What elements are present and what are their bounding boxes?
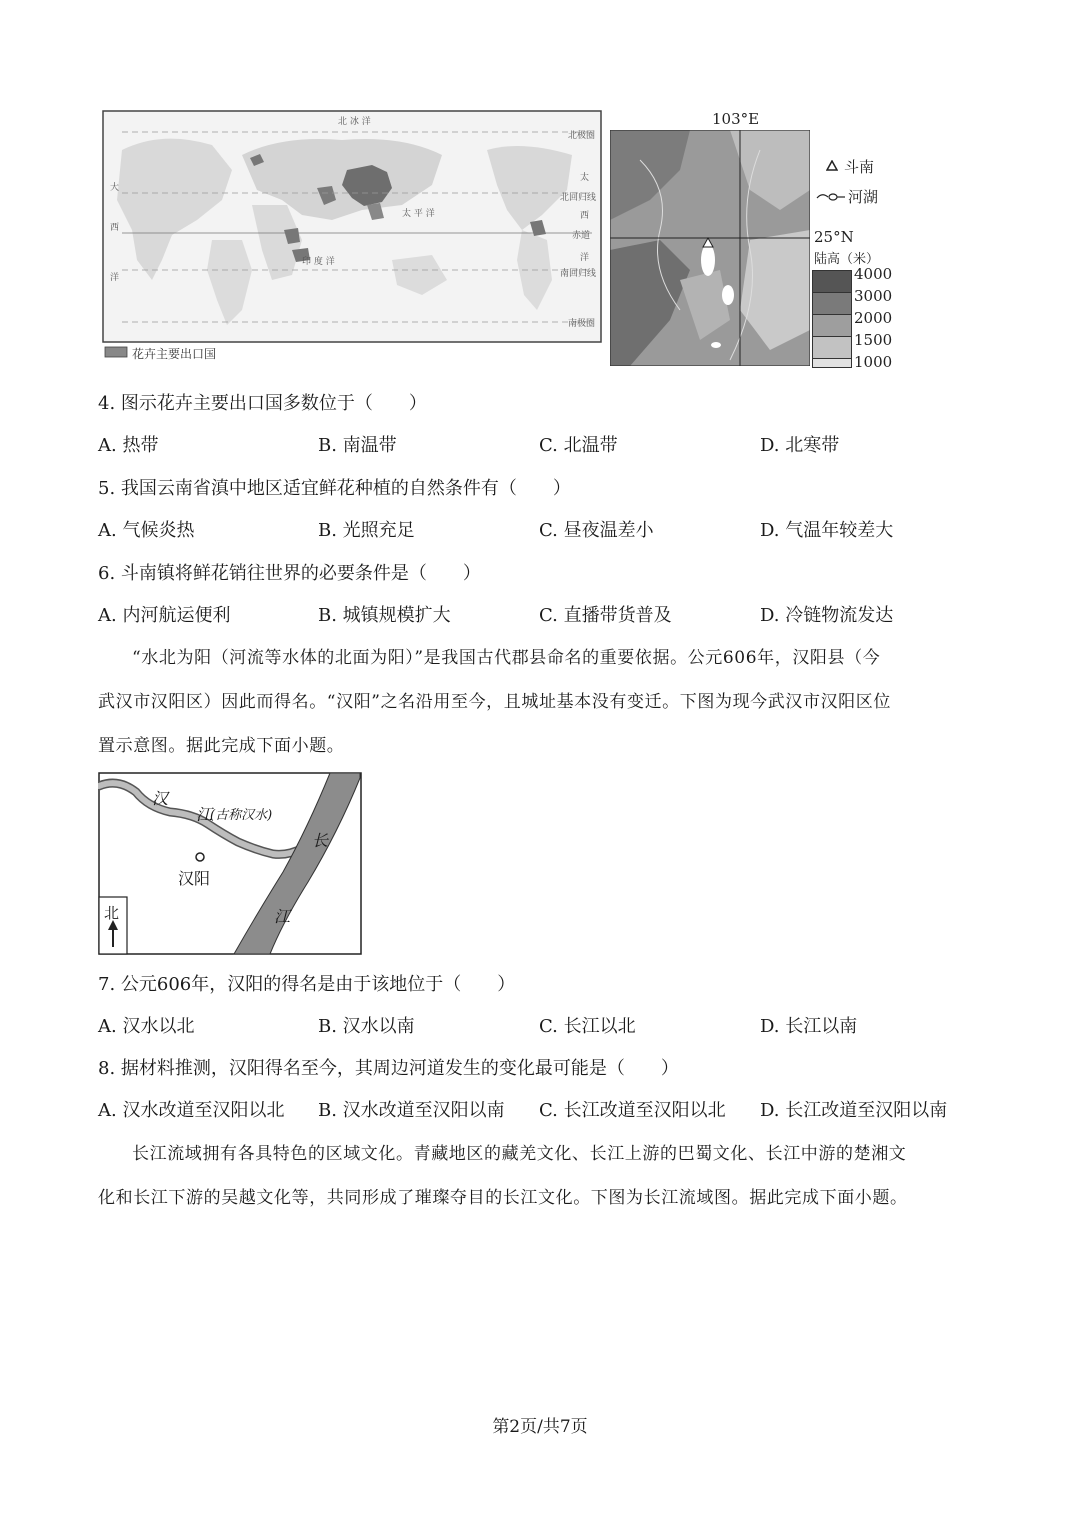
map-label-atlantic-east-2: 西 bbox=[580, 211, 590, 221]
passage-line: 武汉市汉阳区）因此而得名。“汉阳”之名沿用至今，且城址基本没有变迁。下图为现今武汉市汉阳区位 bbox=[98, 692, 891, 712]
longitude-label: 103°E bbox=[712, 110, 760, 128]
elevation-swatch bbox=[812, 270, 852, 294]
elevation-level: 2000 bbox=[854, 309, 893, 327]
question-5-option-c[interactable]: C. 昼夜温差小 bbox=[539, 520, 654, 541]
question-7-option-d[interactable]: D. 长江以南 bbox=[760, 1016, 858, 1037]
map-label-atlantic-east-1: 太 bbox=[580, 173, 590, 183]
map-label-tropic-cancer: 北回归线 bbox=[560, 193, 597, 203]
map-label-equator: 赤道 bbox=[572, 231, 591, 241]
elevation-level: 3000 bbox=[854, 287, 893, 305]
question-5-option-d[interactable]: D. 气温年较差大 bbox=[760, 520, 894, 541]
map-label-atlantic-2: 西 bbox=[110, 223, 120, 233]
relief-map-figure bbox=[608, 108, 900, 372]
question-7-stem: 7. 公元606年，汉阳的得名是由于该地位于（ ） bbox=[98, 974, 516, 995]
question-6-stem: 6. 斗南镇将鲜花销往世界的必要条件是（ ） bbox=[98, 563, 481, 584]
hanyang-location-map bbox=[98, 772, 362, 955]
world-map bbox=[102, 110, 602, 366]
elevation-level: 4000 bbox=[854, 265, 893, 283]
question-8-stem: 8. 据材料推测，汉阳得名至今，其周边河道发生的变化最可能是（ ） bbox=[98, 1058, 679, 1079]
map-label-indian-ocean: 印 度 洋 bbox=[302, 257, 335, 267]
passage-line: 长江流域拥有各具特色的区域文化。青藏地区的藏羌文化、长江上游的巴蜀文化、长江中游的楚湘文 bbox=[132, 1144, 907, 1164]
question-7-option-b[interactable]: B. 汉水以南 bbox=[318, 1016, 415, 1037]
passage-yangtze-culture bbox=[98, 1132, 984, 1220]
map-label-atlantic-east-3: 洋 bbox=[580, 253, 590, 263]
legend-site-label: 斗南 bbox=[844, 158, 875, 176]
question-8-option-c[interactable]: C. 长江改道至汉阳以北 bbox=[539, 1100, 726, 1121]
question-6-option-d[interactable]: D. 冷链物流发达 bbox=[760, 605, 894, 626]
elevation-level: 1500 bbox=[854, 331, 893, 349]
passage-line: 置示意图。据此完成下面小题。 bbox=[98, 736, 345, 756]
question-8-option-d[interactable]: D. 长江改道至汉阳以南 bbox=[760, 1100, 948, 1121]
question-4-option-a[interactable]: A. 热带 bbox=[98, 435, 159, 456]
passage-hanyang bbox=[98, 636, 984, 768]
elevation-swatch bbox=[812, 358, 852, 368]
passage-line: 化和长江下游的吴越文化等，共同形成了璀璨夺目的长江文化。下图为长江流域图。据此完成下面小题。 bbox=[98, 1188, 908, 1208]
question-6-option-a[interactable]: A. 内河航运便利 bbox=[98, 605, 231, 626]
question-5-stem: 5. 我国云南省滇中地区适宜鲜花种植的自然条件有（ ） bbox=[98, 478, 571, 499]
world-map-figure bbox=[102, 110, 602, 366]
legend-river-lake-label: 河湖 bbox=[848, 188, 879, 206]
elevation-legend bbox=[812, 265, 898, 380]
map-label-arctic-ocean: 北 冰 洋 bbox=[338, 117, 371, 127]
question-6-option-c[interactable]: C. 直播带货普及 bbox=[539, 605, 672, 626]
page-number: 第2页/共7页 bbox=[492, 1417, 588, 1437]
yangtze-label-2: 江 bbox=[274, 907, 291, 926]
map-legend-text: 花卉主要出口国 bbox=[132, 347, 217, 361]
map-label-atlantic-3: 洋 bbox=[110, 273, 120, 283]
river-lake-icon bbox=[816, 190, 846, 202]
question-6-option-b[interactable]: B. 城镇规模扩大 bbox=[318, 605, 451, 626]
han-river-label-1: 汉 bbox=[152, 789, 169, 808]
question-4-option-c[interactable]: C. 北温带 bbox=[539, 435, 618, 456]
map-label-atlantic-1: 大 bbox=[110, 183, 120, 193]
map-label-pacific: 太 平 洋 bbox=[402, 209, 435, 219]
map-label-arctic-circle: 北极圈 bbox=[568, 131, 596, 141]
han-river-label-2: 江 bbox=[196, 805, 213, 824]
question-7-option-a[interactable]: A. 汉水以北 bbox=[98, 1016, 195, 1037]
yangtze-label-1: 长 bbox=[312, 831, 329, 850]
north-label: 北 bbox=[104, 904, 120, 922]
site-icon bbox=[826, 160, 838, 172]
question-4-stem: 4. 图示花卉主要出口国多数位于（ ） bbox=[98, 393, 427, 414]
map-label-tropic-capricorn: 南回归线 bbox=[560, 269, 597, 279]
han-river-note: (古称汉水) bbox=[210, 808, 273, 823]
elevation-swatch bbox=[812, 292, 852, 316]
elevation-legend-title: 陆高（米） bbox=[814, 252, 880, 267]
hanyang-map bbox=[98, 772, 362, 955]
latitude-label: 25°N bbox=[814, 228, 854, 246]
passage-line: “水北为阳（河流等水体的北面为阳）”是我国古代郡县命名的重要依据。公元606年，汉阳县（今 bbox=[132, 648, 881, 668]
map-label-antarctic-circle: 南极圈 bbox=[568, 319, 596, 329]
question-4-option-d[interactable]: D. 北寒带 bbox=[760, 435, 840, 456]
elevation-swatch bbox=[812, 314, 852, 338]
question-5-option-a[interactable]: A. 气候炎热 bbox=[98, 520, 195, 541]
question-7-option-c[interactable]: C. 长江以北 bbox=[539, 1016, 636, 1037]
question-8-option-a[interactable]: A. 汉水改道至汉阳以北 bbox=[98, 1100, 285, 1121]
elevation-level: 1000 bbox=[854, 353, 893, 371]
relief-map bbox=[610, 130, 810, 366]
city-label-hanyang: 汉阳 bbox=[178, 869, 211, 888]
question-5-option-b[interactable]: B. 光照充足 bbox=[318, 520, 415, 541]
elevation-swatch bbox=[812, 336, 852, 360]
question-4-option-b[interactable]: B. 南温带 bbox=[318, 435, 397, 456]
question-8-option-b[interactable]: B. 汉水改道至汉阳以南 bbox=[318, 1100, 505, 1121]
